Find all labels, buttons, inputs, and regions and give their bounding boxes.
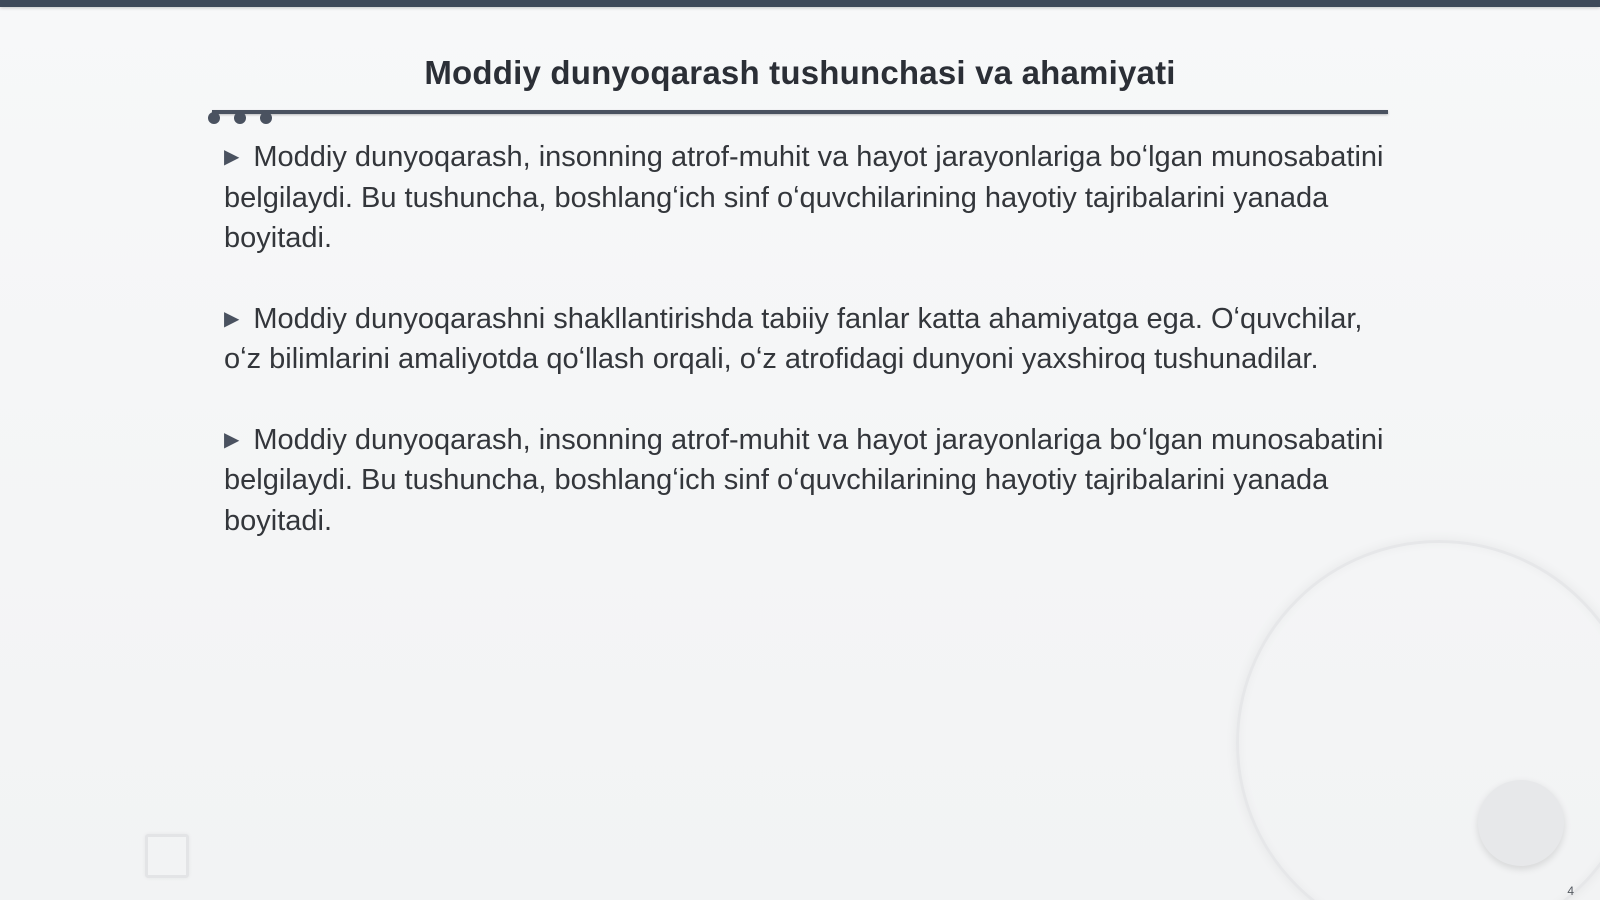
underline-dot <box>260 112 272 124</box>
slide-page-number: 4 <box>1567 884 1574 898</box>
bullet-text: Moddiy dunyoqarash, insonning atrof-muhit va hayot jarayonlariga boʻlgan munosabatini belgilaydi. Bu tushuncha, boshlangʻich sinf oʻquvchilarining hayotiy tajribalarini yanada boyitadi. <box>224 423 1384 537</box>
bullet-item <box>224 137 1384 259</box>
decorative-square <box>145 834 189 878</box>
slide-title: Moddiy dunyoqarash tushunchasi va ahamiyati <box>424 54 1176 91</box>
triangle-bullet-icon: ▶ <box>224 307 240 330</box>
bullet-text: Moddiy dunyoqarashni shakllantirishda tabiiy fanlar katta ahamiyatga ega. Oʻquvchilar, oʻz bilimlarini amaliyotda qoʻllash orqali, oʻz atrofidagi dunyoni yaxshiroq tushunadilar. <box>224 302 1363 375</box>
title-underline <box>212 110 1388 114</box>
bullet-item <box>224 299 1384 380</box>
decorative-circle-filled <box>1478 780 1564 866</box>
top-accent-bar <box>0 0 1600 7</box>
bullet-text: Moddiy dunyoqarash, insonning atrof-muhit va hayot jarayonlariga boʻlgan munosabatini belgilaydi. Bu tushuncha, boshlangʻich sinf oʻquvchilarining hayotiy tajribalarini yanada boyitadi. <box>224 141 1384 254</box>
underline-dot <box>234 112 246 124</box>
triangle-bullet-icon: ▶ <box>224 428 240 451</box>
underline-dot <box>208 112 220 124</box>
bullet-item <box>224 420 1384 542</box>
bullet-list <box>224 137 1384 581</box>
triangle-bullet-icon: ▶ <box>224 146 240 168</box>
